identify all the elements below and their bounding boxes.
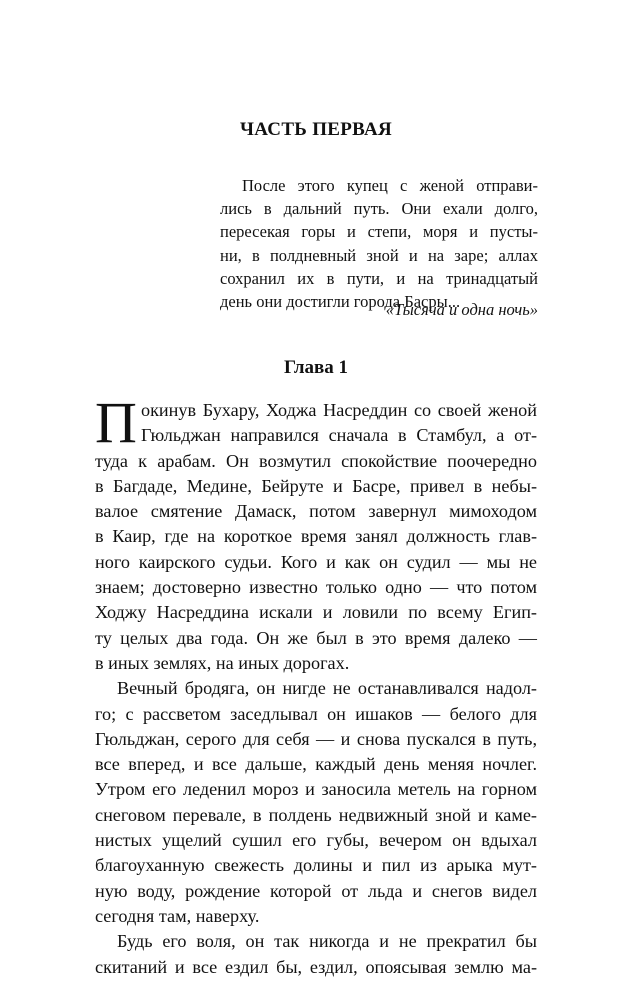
text-line: снеговом перевале, в полдень недвижный зной и камe- <box>95 804 537 825</box>
text-line: благоуханную свежесть долины и пил из арыка мут- <box>95 855 537 876</box>
text-line: ного каирского судьи. Кого и как он судил — мы не <box>95 551 537 572</box>
text-line: ную воду, рождение которой от льда и снегов видел <box>95 880 537 901</box>
text-line: нистых ущелий сушил его губы, вечером он вдыхал <box>95 830 537 851</box>
epigraph-line: пересекая горы и степи, моря и пусты- <box>220 222 538 242</box>
text-line: Вечный бродяга, он нигде не останавливался надол- <box>117 678 537 699</box>
drop-cap: П <box>95 390 137 455</box>
text-line: знаем; достоверно известно только одно — что потом <box>95 577 537 598</box>
text-line: Утром его леденил мороз и заносила метель на горном <box>95 779 537 800</box>
epigraph-source: «Тысяча и одна ночь» <box>385 300 538 319</box>
part-title: ЧАСТЬ ПЕРВАЯ <box>239 119 392 140</box>
text-line: все вперед, и все дальше, каждый день меняя ночлег. <box>95 754 537 775</box>
text-line: Будь его воля, он так никогда и не прекратил бы <box>117 931 537 952</box>
text-line: скитаний и все ездил бы, ездил, опоясывая землю ма- <box>95 956 537 977</box>
text-line: Гюльджан направился сначала в Стамбул, а от- <box>141 425 537 446</box>
text-line: ту целых два года. Он же был в это время далеко — <box>95 627 537 648</box>
chapter-title: Глава 1 <box>283 357 349 378</box>
text-line: в Каир, где на короткое время занял должность глав- <box>95 526 537 547</box>
text-line: валое смятение Дамаск, потом завернул мимоходом <box>95 501 537 522</box>
chapter-body <box>95 390 537 980</box>
epigraph-line: лись в дальний путь. Они ехали долго, <box>220 199 538 219</box>
epigraph-line: день они достигли города Басры... <box>220 292 461 312</box>
text-line: го; с рассветом заседлывал он ишаков — белого для <box>95 703 537 724</box>
text-line: сегодня там, наверху. <box>95 905 260 926</box>
epigraph-line: После этого купец с женой отправи- <box>242 176 538 195</box>
epigraph-line: ни, в полдневный зной и на заре; аллах <box>220 245 538 265</box>
text-line: Ходжу Насреддина искали и ловили по всему Егип- <box>95 602 537 623</box>
epigraph-line: сохранил их в пути, и на тринадцатый <box>220 268 538 288</box>
text-line: в Багдаде, Медине, Бейруте и Басре, привел в небы- <box>95 475 537 496</box>
epigraph <box>220 174 538 313</box>
text-line: окинув Бухару, Ходжа Насреддин со своей женой <box>141 400 537 420</box>
text-line: туда к арабам. Он возмутил спокойствие поочередно <box>95 450 537 471</box>
text-line: в иных землях, на иных дорогах. <box>95 652 350 673</box>
text-line: Гюльджан, серого для себя — и снова пускался в путь, <box>95 728 537 749</box>
